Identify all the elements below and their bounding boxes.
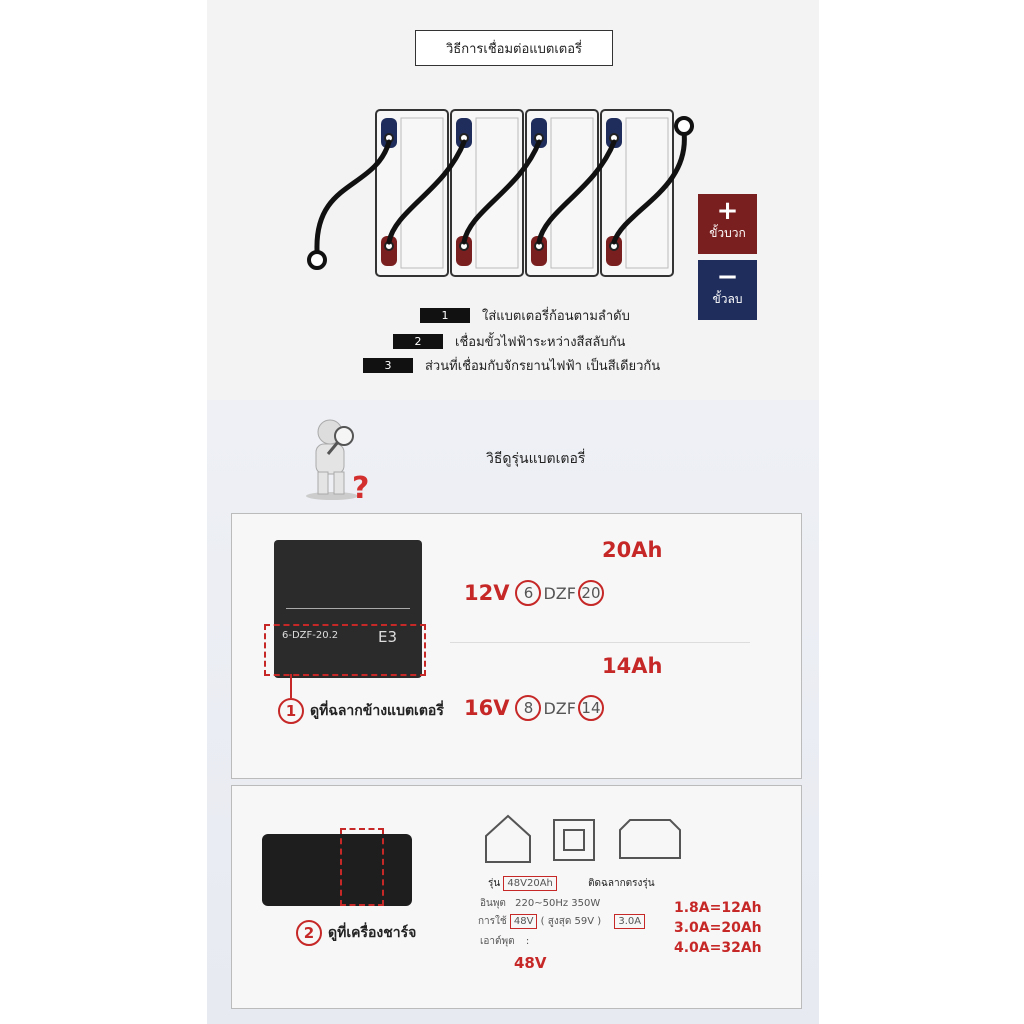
tip-1 <box>278 698 444 724</box>
label-highlight <box>264 624 426 676</box>
example-2-code: 16V 8 DZF 14 <box>464 695 604 721</box>
plus-icon: + <box>716 196 739 226</box>
battery-series-diagram <box>295 100 705 290</box>
tip-text: ดูที่เครื่องชาร์จ <box>328 925 417 941</box>
charger-use-row: การใช้ 48V ( สูงสุด 59V ) 3.0A <box>478 914 645 929</box>
negative-lead-ring <box>309 252 325 268</box>
positive-legend <box>698 194 757 254</box>
safety-icons <box>480 812 690 868</box>
charger-image <box>262 834 412 906</box>
example-1-code: 12V 6 DZF 20 <box>464 580 604 606</box>
step-3 <box>363 355 660 376</box>
charger-output-row: เอาต์พุต : <box>480 936 530 947</box>
tip-text: ดูที่ฉลากข้างแบตเตอรี่ <box>310 703 444 719</box>
battery-model-label: 6-DZF-20.2 <box>282 630 339 641</box>
charger-label-highlight <box>340 828 384 906</box>
connection-title: วิธีการเชื่อมต่อแบตเตอรี่ <box>415 30 613 66</box>
step-number: 1 <box>420 308 470 323</box>
step-text: ใส่แบตเตอรี่ก้อนตามลำดับ <box>482 309 630 324</box>
model-title: วิธีดูรุ่นแบตเตอรี่ <box>486 451 586 467</box>
positive-lead-ring <box>676 118 692 134</box>
step-2 <box>393 331 625 352</box>
minus-icon: − <box>716 262 739 292</box>
svg-text:?: ? <box>352 471 370 502</box>
step-text: ส่วนที่เชื่อมกับจักรยานไฟฟ้า เป็นสีเดียวกัน <box>425 359 661 374</box>
current-capacity-map: 1.8A=12Ah 3.0A=20Ah 4.0A=32Ah <box>674 900 762 956</box>
tip-number: 1 <box>278 698 304 724</box>
negative-legend <box>698 260 757 320</box>
charger-voltage: 48V <box>514 954 547 972</box>
tip-number: 2 <box>296 920 322 946</box>
example-2-capacity: 14Ah <box>602 654 663 678</box>
step-1 <box>420 305 630 326</box>
negative-label: ขั้วลบ <box>712 292 743 306</box>
positive-label: ขั้วบวก <box>709 226 746 240</box>
charger-model-row: รุ่น 48V20Ah ติดฉลากตรงรุ่น <box>488 878 655 889</box>
magnifier-figure-icon <box>300 412 380 502</box>
battery-code: E3 <box>378 628 398 646</box>
charger-box <box>231 785 802 1009</box>
tip-2 <box>296 920 416 946</box>
charger-input-row: อินพุต 220~50Hz 350W <box>480 898 601 909</box>
step-text: เชื่อมขั้วไฟฟ้าระหว่างสีสลับกัน <box>455 335 626 350</box>
step-number: 2 <box>393 334 443 349</box>
step-number: 3 <box>363 358 413 373</box>
battery-label-box <box>231 513 802 779</box>
example-1-capacity: 20Ah <box>602 538 663 562</box>
